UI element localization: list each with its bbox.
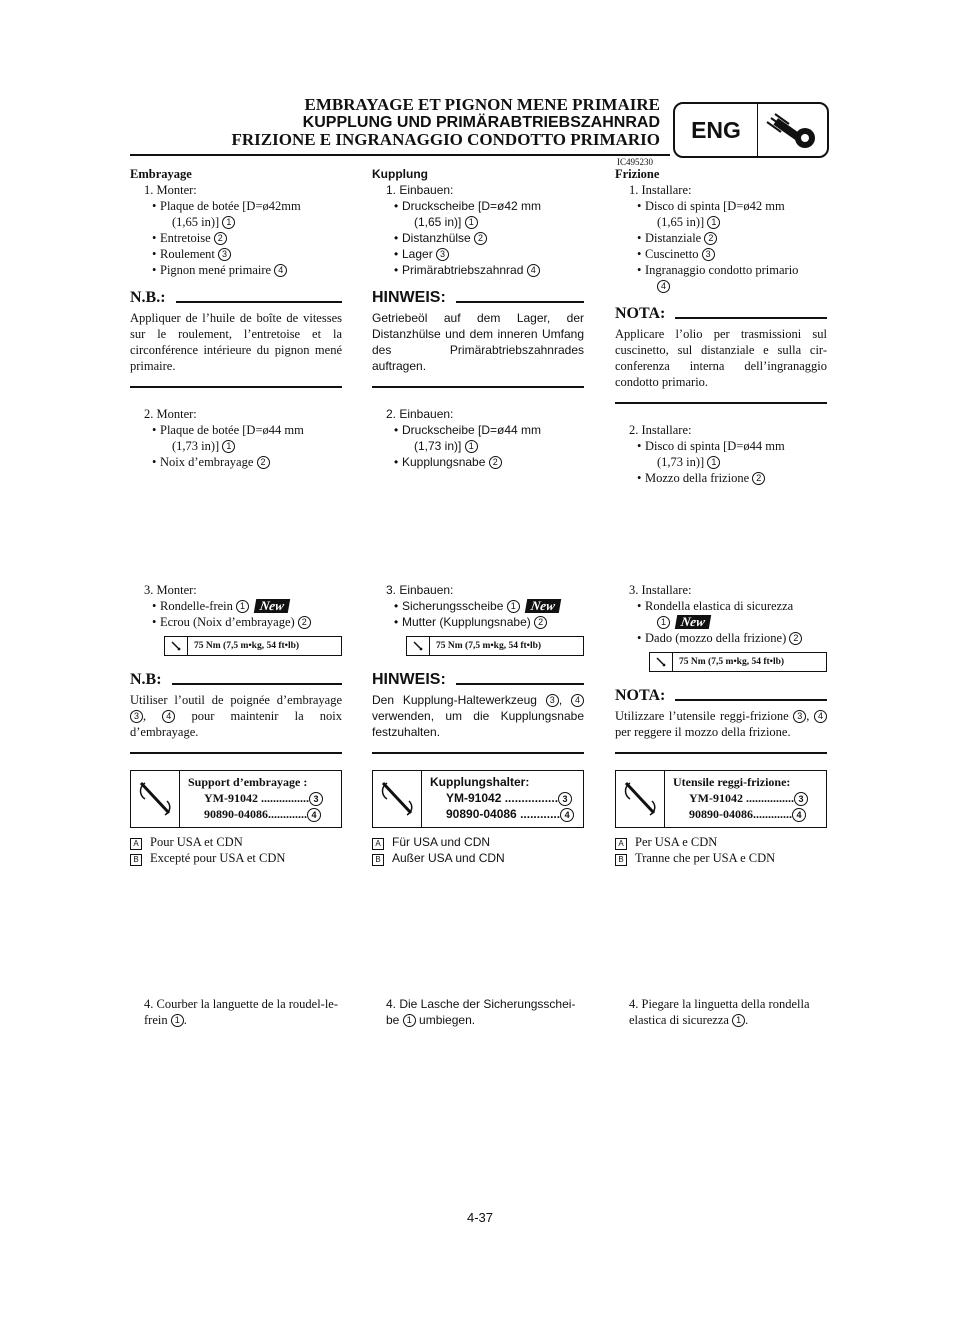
fr-torque-spec: 75 Nm (7,5 m•kg, 54 ft•lb) (164, 636, 342, 656)
fr-step1-item2: • Entretoise 2 (130, 230, 342, 246)
fr-note1-text: Appliquer de l’huile de boîte de vitesses sur le roulement, l’entretoise et la circonférence intérieure du pignon mené primaire. (130, 311, 342, 373)
fr-heading: Embrayage (130, 167, 192, 181)
new-part-badge: New (525, 599, 561, 613)
badge-label: ENG (675, 104, 758, 156)
tool-icon (131, 771, 180, 827)
new-part-badge: New (675, 615, 711, 629)
wrench-icon (650, 653, 673, 671)
tool-icon (616, 771, 665, 827)
fr-step2: 2. Monter: (144, 407, 197, 421)
de-special-tool: Kupplungshalter: YM-91042 ................ 3 90890-04086 ............ 4 (372, 770, 584, 828)
callout-3: 3 (218, 248, 231, 261)
column-italian-lower: 3. Installare: • Rondella elastica di sicurezza 1 New • Dado (mozzo della frizione) 2 75 Nm (7,5 m•kg, 54 ft•lb) NOTA: Utilizzare l’utensile reggi-frizione 3 , 4 per reggere il mozzo della frizione. Utensile reggi-frizione: YM-91042 ................ 3 90890-04086............. 4 A Per USA e CDN B Tranne che per USA e CDN (615, 582, 827, 866)
section-badge (673, 102, 829, 158)
callout-4: 4 (274, 264, 287, 277)
page-number: 4-37 (466, 1210, 494, 1225)
it-torque-spec: 75 Nm (7,5 m•kg, 54 ft•lb) (649, 652, 827, 672)
column-german: Kupplung 1. Einbauen: • Druckscheibe [D=ø42 mm (1,65 in)] 1 • Distanzhülse 2 • Lager 3 • Primärabtriebszahnrad 4 HINWEIS: Getriebeöl auf dem Lager, der Distanzhülse und dem inneren Umfang des Primärabtriebszahnrades auftragen. 2. Einbauen: • Druckscheibe [D=ø44 mm (1,73 in)] 1 • Kupplungsnabe 2 (372, 166, 584, 470)
wrench-icon (165, 637, 188, 655)
fr-step1-item3: • Roulement 3 (130, 246, 342, 262)
column-french: Embrayage 1. Monter: • Plaque de botée [D=ø42mm (1,65 in)] 1 • Entretoise 2 • Roulement 3 • Pignon mené primaire 4 N.B.: Appliquer de l’huile de boîte de vitesses sur le roulement, l’entretoise et la circonférence intérieure du pignon mené primaire. 2. Monter: • Plaque de botée [D=ø44 mm (1,73 in)] 1 • Noix d’embrayage 2 (130, 166, 342, 470)
title-french: EMBRAYAGE ET PIGNON MENE PRIMAIRE (304, 95, 660, 114)
callout-2: 2 (214, 232, 227, 245)
header-rule (130, 154, 670, 156)
new-part-badge: New (254, 599, 290, 613)
fr-step1-item1: • Plaque de botée [D=ø42mm (130, 198, 342, 214)
wrench-icon (407, 637, 430, 655)
tool-icon (373, 771, 422, 827)
fr-step1-item4: • Pignon mené primaire 4 (130, 262, 342, 278)
column-italian: Frizione 1. Installare: • Disco di spinta [D=ø42 mm (1,65 in)] 1 • Distanziale 2 • Cuscinetto 3 • Ingranaggio condotto primario 4 NOTA: Applicare l’olio per trasmissioni sul cuscinetto, sul distanziale e sulla cir-conferenza interna dell’ingranaggio condotto primario. 2. Installare: • Disco di spinta [D=ø44 mm (1,73 in)] 1 • Mozzo della frizione 2 (615, 166, 827, 486)
column-italian-step4: 4. Piegare la linguetta della rondella elastica di sicurezza 1 . (629, 997, 810, 1027)
fr-note1-heading: N.B.: (130, 290, 342, 306)
column-french-step4: 4. Courber la languette de la roudel-le-frein 1 . (144, 997, 339, 1027)
column-french-lower: 3. Monter: • Rondelle-frein 1 New • Ecrou (Noix d’embrayage) 2 75 Nm (7,5 m•kg, 54 ft•lb) N.B: Utiliser l’outil de poignée d’embrayage 3 , 4 pour maintenir la noix d’embrayage. Support d’embrayage : YM-91042 ................ 3 90890-04086............. 4 A Pour USA et CDN B Excepté pour USA et CDN (130, 582, 342, 866)
fr-step3: 3. Monter: (144, 583, 197, 597)
fr-step1: 1. Monter: (144, 183, 197, 197)
section-code: IC495230 (617, 157, 653, 167)
engine-icon (758, 104, 827, 156)
column-german-step4: 4. Die Lasche der Sicherungsschei-be 1 umbiegen. (386, 997, 576, 1027)
column-german-lower: 3. Einbauen: • Sicherungsscheibe 1 New • Mutter (Kupplungsnabe) 2 75 Nm (7,5 m•kg, 54 ft•lb) HINWEIS: Den Kupplung-Haltewerkzeug 3 , 4 verwenden, um die Kupplungsnabe festzuhalten. Kupplungshalter: YM-91042 ................ 3 90890-04086 ............ 4 A Für USA und CDN B Außer USA und CDN (372, 582, 584, 866)
title-italian: FRIZIONE E INGRANAGGIO CONDOTTO PRIMARIO (231, 130, 660, 149)
fr-special-tool: Support d’embrayage : YM-91042 ................ 3 90890-04086............. 4 (130, 770, 342, 828)
title-german: KUPPLUNG UND PRIMÄRABTRIEBSZAHNRAD (302, 114, 660, 131)
it-special-tool: Utensile reggi-frizione: YM-91042 ................ 3 90890-04086............. 4 (615, 770, 827, 828)
callout-1: 1 (222, 216, 235, 229)
de-torque-spec: 75 Nm (7,5 m•kg, 54 ft•lb) (406, 636, 584, 656)
